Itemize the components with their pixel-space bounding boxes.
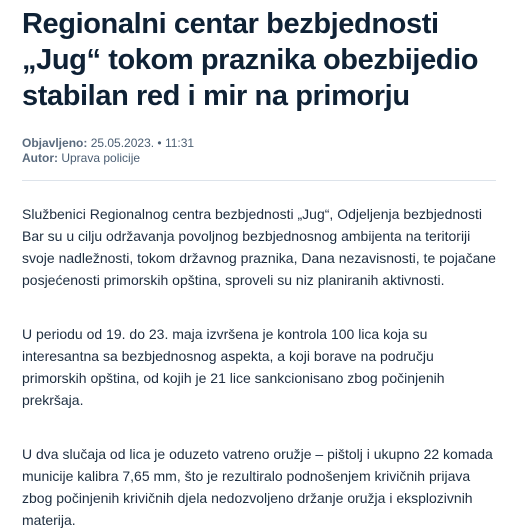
article-meta [22, 136, 496, 166]
published-row [22, 136, 496, 151]
article-title: Regionalni centar bezbjednosti „Jug“ tokom praznika obezbijedio stabilan red i mir na primorju [22, 8, 479, 112]
published-label: Objavljeno: [22, 136, 88, 150]
article-paragraph: U periodu od 19. do 23. maja izvršena je kontrola 100 lica koja su interesantna sa bezbjednosnog aspekta, a koji borave na području primorskih opština, od kojih je 21 lice sankcionisano zbog počinjenih prekršaja. [22, 326, 445, 408]
published-date: 25.05.2023. • 11:31 [90, 136, 195, 150]
author-name: Uprava policije [61, 151, 141, 165]
author-label: Autor: [22, 151, 58, 165]
meta-divider [22, 180, 496, 181]
author-row [22, 151, 496, 166]
article-paragraph: Službenici Regionalnog centra bezbjednosti „Jug“, Odjeljenja bezbjednosti Bar su u cilju održavanja povoljnog bezbjednosnog ambijenta na teritoriji svoje nadležnosti, tokom državnog praznika, Dana nezavisnosti, te pojačane posjećenosti primorskih opština, sproveli su niz planiranih aktivnosti. [22, 206, 496, 288]
article-body [22, 203, 496, 531]
article-paragraph: U dva slučaja od lica je oduzeto vatreno oružje – pištolj i ukupno 22 komada municije kalibra 7,65 mm, što je rezultiralo podnošenjem krivičnih prijava zbog počinjenih krivičnih djela nedozvoljeno držanje oružja i eksplozivnih materija. [22, 446, 493, 528]
